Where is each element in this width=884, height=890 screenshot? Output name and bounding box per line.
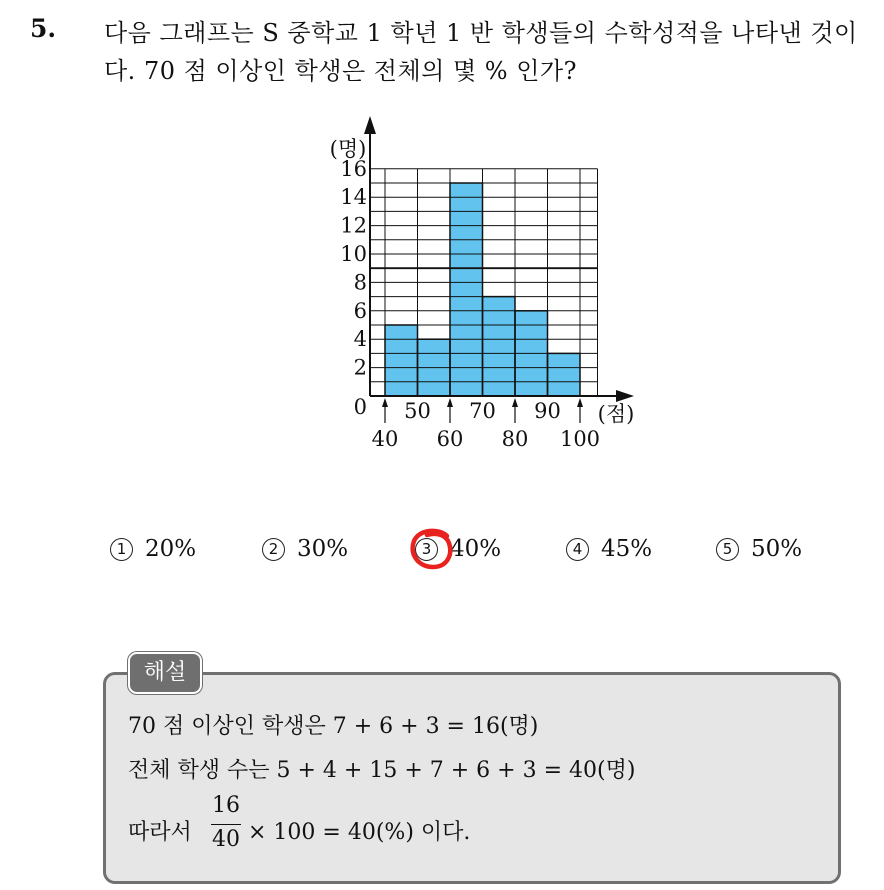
x-tick-80: 80 (501, 427, 529, 451)
y-tick-6: 6 (353, 298, 367, 323)
choice-1-number: 1 (110, 538, 133, 561)
bar-90-100 (548, 353, 581, 396)
question-text: 다음 그래프는 S 중학교 1 학년 1 반 학생들의 수학성적을 나타낸 것이다. 70 점 이상인 학생은 전체의 몇 % 인가? (104, 19, 858, 85)
x-tick-100: 100 (559, 427, 601, 451)
y-tick-10: 10 (340, 242, 367, 266)
x-tick-70: 70 (469, 399, 496, 423)
fraction-bar (211, 824, 241, 825)
choice-2-number: 2 (262, 538, 285, 561)
solution-line-2: 전체 학생 수는 5 + 4 + 15 + 7 + 6 + 3 = 40(명) (128, 758, 636, 783)
solution-line-3-suffix: × 100 = 40(%) 이다. (248, 820, 471, 845)
x-axis-label: (점) (597, 402, 635, 426)
choice-4[interactable] (566, 536, 652, 562)
fraction-numerator: 16 (212, 793, 240, 818)
x-tick-60: 60 (436, 427, 464, 451)
choice-2[interactable] (262, 536, 348, 562)
y-tick-8: 8 (353, 270, 367, 295)
choice-1[interactable] (110, 536, 196, 562)
x-tick-arrow-head-80 (512, 398, 518, 407)
choice-4-number: 4 (566, 538, 589, 561)
y-tick-4: 4 (353, 327, 367, 352)
solution-tag: 해설 (128, 652, 202, 694)
solution-line-3-prefix: 따라서 (128, 820, 192, 845)
choice-5-number: 5 (716, 538, 739, 561)
y-tick-2: 2 (353, 355, 367, 380)
answer-circle-mark (409, 527, 455, 571)
choice-5-text: 50% (751, 536, 803, 562)
question-number: 5. (30, 14, 57, 43)
fraction-denominator: 40 (212, 827, 240, 852)
choice-3-number: 3 (415, 538, 438, 561)
x-tick-arrow-head-60 (447, 398, 453, 407)
x-tick-arrow-head-100 (577, 398, 583, 407)
y-tick-0: 0 (353, 395, 367, 419)
y-tick-12: 12 (340, 213, 367, 238)
bar-40-50 (385, 325, 418, 396)
choice-5[interactable] (716, 536, 802, 562)
x-tick-arrow-head-40 (382, 398, 388, 407)
y-tick-14: 14 (340, 185, 367, 210)
choice-3-text: 40% (450, 536, 502, 562)
choice-2-text: 30% (297, 536, 349, 562)
solution-box (103, 672, 841, 884)
solution-line-1: 70 점 이상인 학생은 7 + 6 + 3 = 16(명) (128, 714, 539, 739)
choice-1-text: 20% (145, 536, 197, 562)
y-axis-arrow (364, 116, 376, 134)
choice-4-text: 45% (601, 536, 653, 562)
x-tick-40: 40 (371, 427, 399, 451)
x-axis-arrow (616, 390, 634, 402)
y-axis-label: (명) (329, 137, 367, 161)
y-tick-16: 16 (340, 156, 367, 181)
x-tick-50: 50 (404, 399, 431, 423)
bar-60-70 (450, 183, 483, 396)
x-tick-90: 90 (534, 399, 561, 423)
bar-70-80 (483, 297, 516, 396)
